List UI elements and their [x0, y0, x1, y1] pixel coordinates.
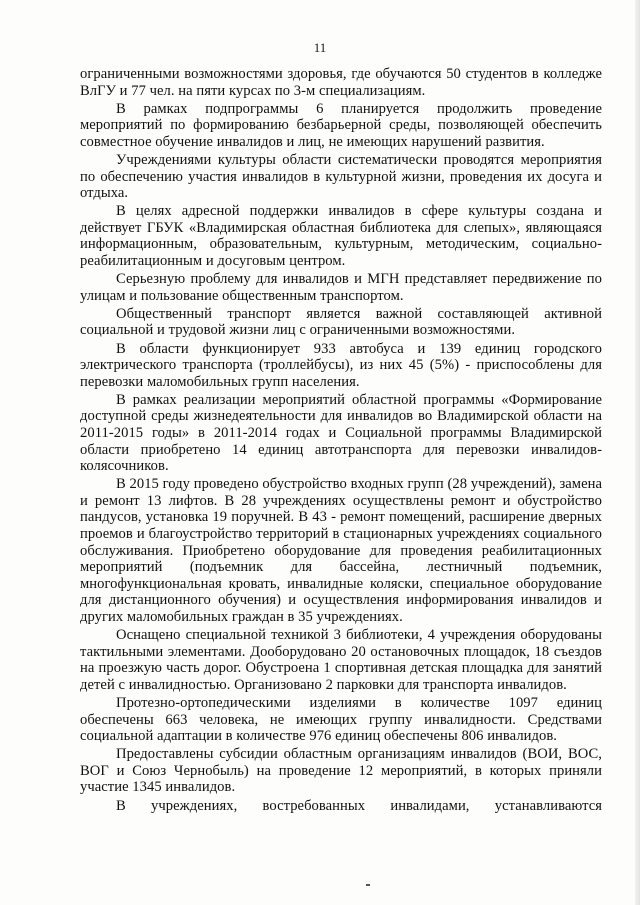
paragraph: ограниченными возможностями здоровья, где обучаются 50 студентов в колледже ВлГУ и 77 чел. на пяти курсах по 3-м специализациям.	[80, 66, 602, 99]
paragraph: Предоставлены субсидии областным организациям инвалидов (ВОИ, ВОС, ВОГ и Союз Чернобыль) на проведение 12 мероприятий, в которых приняли участие 1345 инвалидов.	[80, 746, 602, 796]
page-number: 11	[313, 40, 327, 55]
page-edge-shadow	[635, 0, 640, 905]
paragraph: Оснащено специальной техникой 3 библиотеки, 4 учреждения оборудованы тактильными элементами. Дооборудовано 20 остановочных площадок, 18 съездов на проезжую часть дорог. Обустроена 1 спортивная детская площадка для занятий детей с инвалидностью. Организовано 2 парковки для транспорта инвалидов.	[80, 627, 602, 693]
paragraph: В рамках реализации мероприятий областной программы «Формирование доступной среды жизнедеятельности для инвалидов во Владимирской области на 2011-2015 годы» в 2011-2014 годах и Социальной программы Владимирской области приобретено 14 единиц автотранспорта для перевозки инвалидов-колясочников.	[80, 391, 602, 475]
paragraph: Общественный транспорт является важной составляющей активной социальной и трудовой жизни лиц с ограниченными возможностями.	[80, 305, 602, 339]
document-body	[80, 66, 602, 816]
paragraph: Протезно-ортопедическими изделиями в количестве 1097 единиц обеспечены 663 человека, не имеющих группу инвалидности. Средствами социальной адаптации в количестве 976 единиц обеспечены 806 инвалидов.	[80, 694, 602, 745]
scan-artifact	[366, 884, 370, 886]
paragraph: Серьезную проблему для инвалидов и МГН представляет передвижение по улицам и пользование общественным транспортом.	[80, 271, 602, 304]
paragraph: В целях адресной поддержки инвалидов в сфере культуры создана и действует ГБУК «Владимирская областная библиотека для слепых», являющаяся информационным, образовательным, культурным, методическим, социально-реабилитационным и досуговым центром.	[80, 203, 602, 270]
paragraph: В области функционирует 933 автобуса и 139 единиц городского электрического транспорта (троллейбусы), из них 45 (5%) - приспособлены для перевозки маломобильных групп населения.	[80, 340, 602, 390]
paragraph: Учреждениями культуры области систематически проводятся мероприятия по обеспечению участия инвалидов в культурной жизни, проведения их досуга и отдыха.	[80, 151, 602, 202]
paragraph: В учреждениях, востребованных инвалидами, устанавливаются	[116, 797, 602, 814]
paragraph: В 2015 году проведено обустройство входных групп (28 учреждений), замена и ремонт 13 лифтов. В 28 учреждениях осуществлены ремонт и обустройство пандусов, установка 19 поручней. В 43 - ремонт помещений, расширение дверных проемов и благоустройство территорий в стационарных учреждениях социального обслуживания. Приобретено оборудование для проведения реабилитационных мероприятий (подъемник для бассейна, лестничный подъемник, многофункциональная кровать, инвалидные коляски, специальное оборудование для дистанционного обучения) и осуществления информирования инвалидов и других маломобильных граждан в 35 учреждениях.	[80, 476, 602, 625]
paragraph: В рамках подпрограммы 6 планируется продолжить проведение мероприятий по формированию безбарьерной среды, позволяющей обеспечить совместное обучение инвалидов и лиц, не имеющих нарушений развития.	[80, 100, 602, 150]
